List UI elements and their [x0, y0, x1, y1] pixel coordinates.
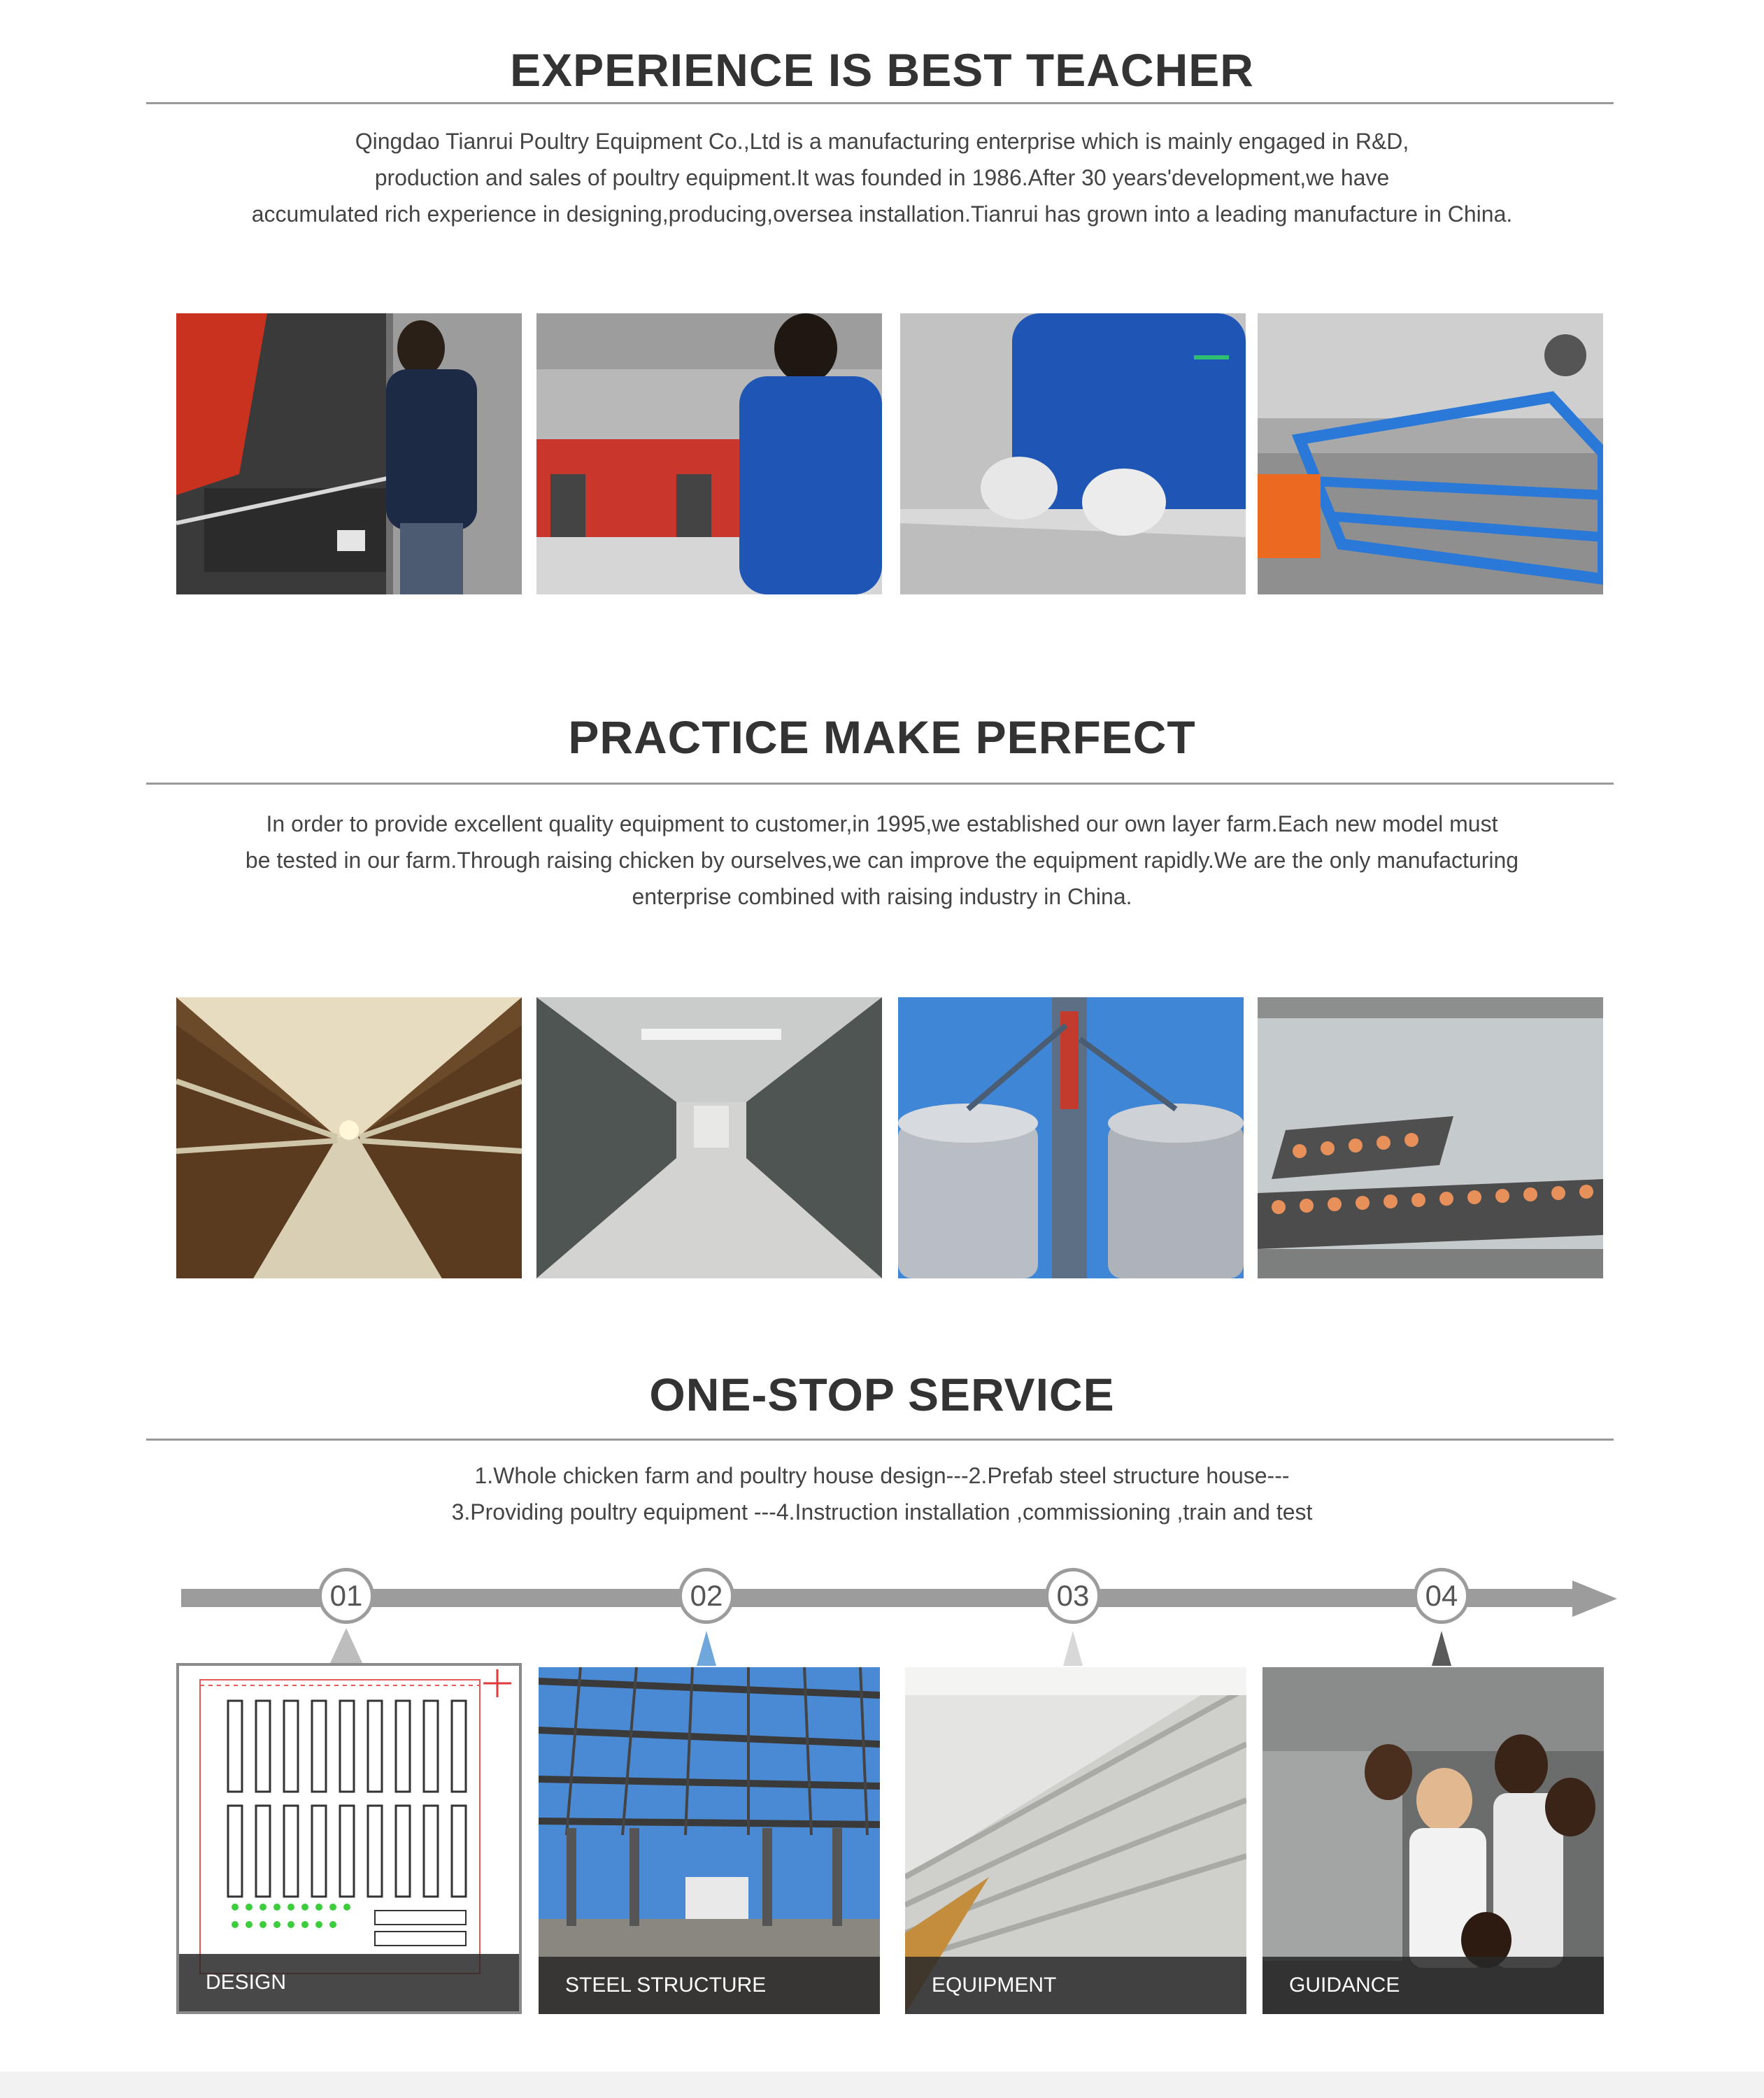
photo-corridor: [536, 997, 882, 1278]
photo-layer-house-aisle: [176, 997, 522, 1278]
service-divider: [146, 1439, 1614, 1441]
service-description: [0, 1457, 1764, 1530]
step-circle-04: 04: [1414, 1568, 1470, 1624]
experience-line-1: Qingdao Tianrui Poultry Equipment Co.,Ltd is a manufacturing enterprise which is mainly engaged in R&D,: [355, 129, 1409, 154]
footer-strip: [0, 2071, 1764, 2098]
service-card-steel-structure[interactable]: [539, 1667, 880, 2014]
service-line-2: 3.Providing poultry equipment ---4.Instruction installation ,commissioning ,train and test: [451, 1499, 1313, 1525]
practice-line-2: be tested in our farm.Through raising chicken by ourselves,we can improve the equipment rapidly.We are the only manufacturing: [245, 848, 1519, 873]
caption-equipment: EQUIPMENT: [905, 1957, 1246, 2014]
timeline-arrow-icon: [1572, 1580, 1617, 1617]
experience-title: EXPERIENCE IS BEST TEACHER: [510, 44, 1254, 96]
photo-egg-conveyor: [1258, 997, 1603, 1278]
practice-line-3: enterprise combined with raising industry in China.: [632, 884, 1132, 909]
service-card-design[interactable]: [176, 1663, 522, 2014]
step-pointer-01: [330, 1628, 362, 1663]
step-circle-03: 03: [1045, 1568, 1101, 1624]
photo-cage-production-line: [1258, 313, 1603, 594]
photo-worker-press-brake: [176, 313, 522, 594]
service-line-1: 1.Whole chicken farm and poultry house design---2.Prefab steel structure house---: [474, 1463, 1290, 1488]
caption-steel-structure: STEEL STRUCTURE: [539, 1957, 880, 2014]
step-pointer-04: [1432, 1631, 1451, 1666]
timeline-bar: [181, 1589, 1580, 1607]
photo-feed-silos: [898, 997, 1244, 1278]
experience-divider: [146, 102, 1614, 104]
practice-title: PRACTICE MAKE PERFECT: [568, 711, 1196, 763]
service-card-equipment[interactable]: [905, 1667, 1246, 2014]
practice-line-1: In order to provide excellent quality equipment to customer,in 1995,we established our own layer farm.Each new model must: [266, 811, 1498, 836]
service-card-guidance[interactable]: [1262, 1667, 1604, 2014]
practice-description: [0, 806, 1764, 915]
caption-design: DESIGN: [179, 1954, 519, 2011]
photo-gloved-hands-sheet-metal: [900, 313, 1246, 594]
practice-divider: [146, 783, 1614, 785]
service-title: ONE-STOP SERVICE: [649, 1369, 1115, 1420]
step-circle-02: 02: [678, 1568, 734, 1624]
experience-description: [0, 123, 1764, 232]
caption-guidance: GUIDANCE: [1262, 1957, 1604, 2014]
experience-line-2: production and sales of poultry equipment.It was founded in 1986.After 30 years'development,we have: [374, 165, 1390, 190]
experience-line-3: accumulated rich experience in designing,producing,oversea installation.Tianrui has grown into a leading manufacture in China.: [251, 201, 1513, 227]
photo-worker-machining: [536, 313, 882, 594]
step-pointer-02: [697, 1631, 716, 1666]
step-circle-01: 01: [318, 1568, 374, 1624]
step-pointer-03: [1063, 1631, 1083, 1666]
